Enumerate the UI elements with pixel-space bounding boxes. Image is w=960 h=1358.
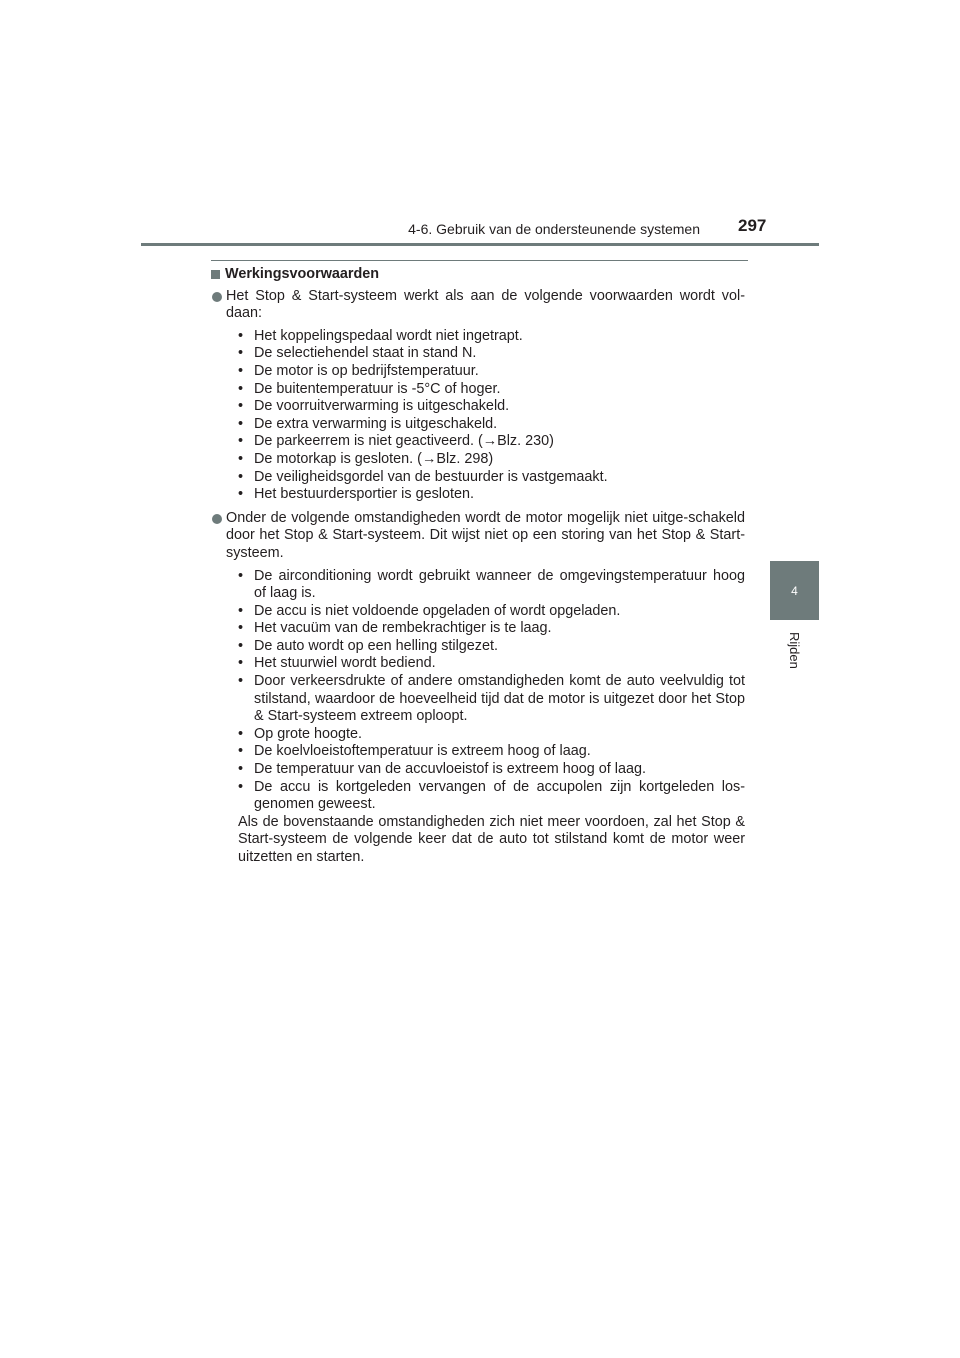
- list-item: • Door verkeersdrukte of andere omstandigheden komt de auto veelvuldig tot stilstand, waardoor de hoeveelheid tijd dat de motor is uitgezet door het Stop & Start-systeem extreem oploopt.: [238, 673, 745, 726]
- list-item: • Het vacuüm van de rembekrachtiger is te laag.: [238, 620, 745, 638]
- list-item: • De auto wordt op een helling stilgezet.: [238, 638, 745, 656]
- list-item: • De temperatuur van de accuvloeistof is extreem hoog of laag.: [238, 761, 745, 779]
- list-item: • De accu is kortgeleden vervangen of de accupolen zijn kortgeleden los-genomen geweest.: [238, 779, 745, 814]
- list-item: • Het bestuurdersportier is gesloten.: [238, 486, 745, 504]
- list-item: • De motorkap is gesloten. (→Blz. 298): [238, 451, 745, 469]
- list-item: • Het koppelingspedaal wordt niet ingetrapt.: [238, 328, 745, 346]
- condition-list: [211, 328, 745, 504]
- list-item: • De accu is niet voldoende opgeladen of wordt opgeladen.: [238, 603, 745, 621]
- list-item: • De koelvloeistoftemperatuur is extreem hoog of laag.: [238, 743, 745, 761]
- section-heading-text: Werkingsvoorwaarden: [225, 266, 380, 282]
- list-item: [211, 288, 745, 323]
- section-title: 4-6. Gebruik van de ondersteunende systemen: [408, 221, 700, 237]
- chapter-label-container: [770, 620, 819, 680]
- header-divider: [141, 243, 819, 246]
- condition-list: [211, 568, 745, 814]
- list-item: [211, 510, 745, 563]
- list-item: • Op grote hoogte.: [238, 726, 745, 744]
- chapter-tab: [770, 561, 819, 620]
- page-number: 297: [738, 216, 767, 235]
- list-item: • De parkeerrem is niet geactiveerd. (→Blz. 230): [238, 433, 745, 451]
- list-item: • De veiligheidsgordel van de bestuurder is vastgemaakt.: [238, 469, 745, 487]
- chapter-label: Rijden: [787, 631, 802, 669]
- section-heading: [211, 266, 745, 284]
- list-item: • De extra verwarming is uitgeschakeld.: [238, 416, 745, 434]
- list-item: • Het stuurwiel wordt bediend.: [238, 655, 745, 673]
- section-divider: [211, 260, 748, 261]
- circle-bullet-icon: [212, 514, 222, 524]
- list-item: • De selectiehendel staat in stand N.: [238, 345, 745, 363]
- list-item: • De voorruitverwarming is uitgeschakeld.: [238, 398, 745, 416]
- list-item: • De airconditioning wordt gebruikt wanneer de omgevingstemperatuur hoog of laag is.: [238, 568, 745, 603]
- square-bullet-icon: [211, 270, 220, 279]
- list-item-text: Het Stop & Start-systeem werkt als aan de volgende voorwaarden wordt vol-daan:: [226, 287, 745, 322]
- list-item-text: Onder de volgende omstandigheden wordt de motor mogelijk niet uitge-schakeld door het Stop & Start-systeem. Dit wijst niet op een storing van het Stop & Start-systeem.: [226, 509, 745, 561]
- circle-bullet-icon: [212, 292, 222, 302]
- note-paragraph: Als de bovenstaande omstandigheden zich niet meer voordoen, zal het Stop & Start-systeem de volgende keer dat de auto tot stilstand komt de motor weer uitzetten en starten.: [238, 813, 745, 865]
- chapter-number: 4: [791, 583, 798, 598]
- page-content: [211, 266, 745, 867]
- list-item: • De buitentemperatuur is -5°C of hoger.: [238, 381, 745, 399]
- list-item: • De motor is op bedrijfstemperatuur.: [238, 363, 745, 381]
